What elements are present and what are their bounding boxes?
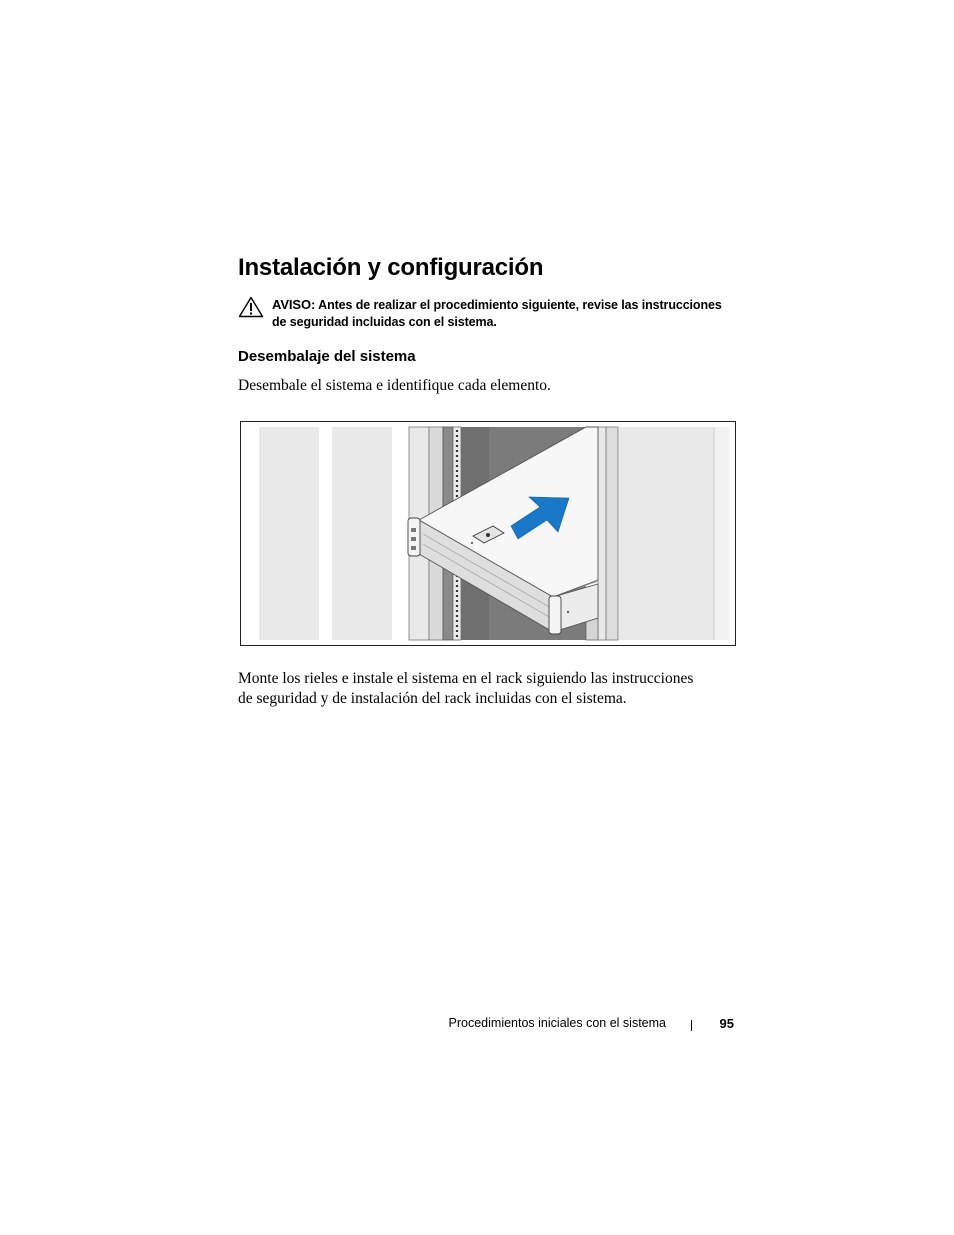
rack-illustration-svg	[241, 422, 735, 645]
mount-paragraph	[238, 669, 718, 709]
background-panel	[714, 427, 729, 640]
notice-line-1: Antes de realizar el procedimiento siguiente, revise las instrucciones	[318, 298, 722, 312]
mount-line-2: de seguridad y de instalación del rack incluidas con el sistema.	[238, 690, 627, 707]
background-panel	[332, 427, 392, 640]
mount-line-1: Monte los rieles e instale el sistema en el rack siguiendo las instrucciones	[238, 670, 694, 687]
page-footer	[0, 1016, 954, 1036]
rack-installation-illustration	[240, 421, 736, 646]
notice-label: AVISO:	[272, 297, 316, 312]
notice-text	[272, 296, 722, 331]
notice-line-2: de seguridad incluidas con el sistema.	[272, 315, 497, 329]
page-number: 95	[719, 1016, 734, 1031]
section-heading: Desembalaje del sistema	[238, 348, 416, 365]
warning-triangle-icon	[238, 296, 264, 318]
background-panel	[259, 427, 319, 640]
footer-section-title: Procedimientos iniciales con el sistema	[448, 1016, 666, 1030]
footer-separator	[691, 1020, 692, 1031]
background-panel	[619, 427, 714, 640]
page-title: Instalación y configuración	[238, 254, 544, 281]
unpack-paragraph: Desembale el sistema e identifique cada elemento.	[238, 377, 551, 394]
